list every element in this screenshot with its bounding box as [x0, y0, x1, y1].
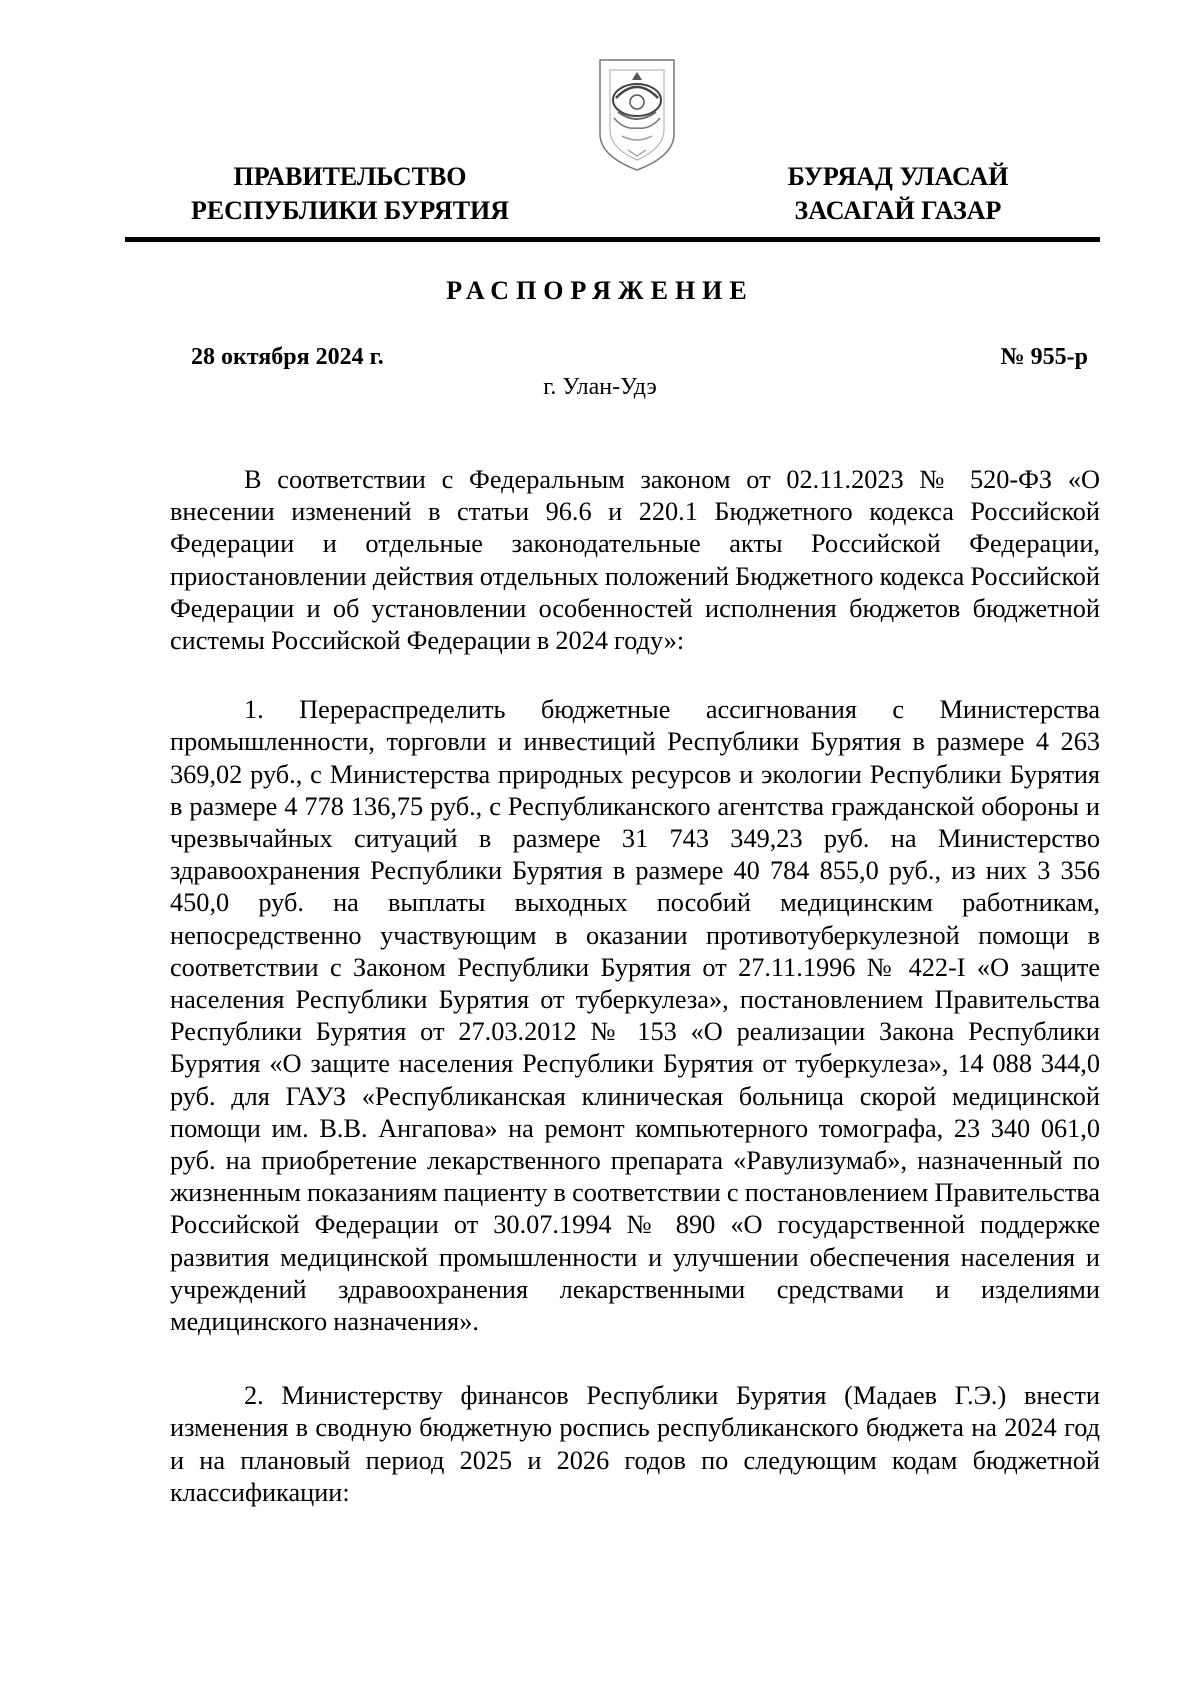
header-right-line1: БУРЯАД УЛАСАЙ — [787, 162, 1009, 191]
document-body — [170, 464, 1100, 1543]
document-title: РАСПОРЯЖЕНИЕ — [446, 276, 754, 305]
item-2-paragraph: 2. Министерству финансов Республики Бурятия (Мадаев Г.Э.) внести изменения в сводную бюджетную роспись республиканского бюджета на 2024 год и на плановый период 2025 и 2026 годов по следующим кодам бюджетной классификации: — [170, 1381, 1100, 1507]
header-left-line1: ПРАВИТЕЛЬСТВО — [233, 162, 467, 191]
header-right-line2: ЗАСАГАЙ ГАЗАР — [794, 196, 1002, 225]
document-number: № 955-р — [1000, 344, 1088, 370]
coat-of-arms-icon — [594, 56, 680, 174]
header-divider — [125, 237, 1100, 242]
document-date: 28 октября 2024 г. — [191, 344, 384, 370]
header-right — [758, 160, 1038, 228]
preamble-paragraph: В соответствии с Федеральным законом от 02.11.2023 № 520-ФЗ «О внесении изменений в статьи 96.6 и 220.1 Бюджетного кодекса Российской Федерации и отдельные законодательные акты Российской Федерации, приостановлении действия отдельных положений Бюджетного кодекса Российской Федерации и об установлении особенностей исполнения бюджетов бюджетной системы Российской Федерации в 2024 году»: — [170, 465, 1100, 656]
header-left — [170, 160, 530, 228]
item-1-paragraph: 1. Перераспределить бюджетные ассигнования с Министерства промышленности, торговли и инвестиций Республики Бурятия в размере 4 263 369,02 руб., с Министерства природных ресурсов и экологии Республики Бурятия в размере 4 778 136,75 руб., с Республиканского агентства гражданской обороны и чрезвычайных ситуаций в размере 31 743 349,23 руб. на Министерство здравоохранения Республики Бурятия в размере 40 784 855,0 руб., из них 3 356 450,0 руб. на выплаты выходных пособий медицинским работникам, непосредственно участвующим в оказании противотуберкулезной помощи в соответствии с Законом Республики Бурятия от 27.11.1996 № 422-I «О защите населения Республики Бурятия от туберкулеза», постановлением Правительства Республики Бурятия от 27.03.2012 № 153 «О реализации Закона Республики Бурятия «О защите населения Республики Бурятия от туберкулеза», 14 088 344,0 руб. для ГАУЗ «Республиканская клиническая больница скорой медицинской помощи им. В.В. Ангапова» на ремонт компьютерного томографа, 23 340 061,0 руб. на приобретение лекарственного препарата «Равулизумаб», назначенный по жизненным показаниям пациенту в соответствии с постановлением Правительства Российской Федерации от 30.07.1994 № 890 «О государственной поддержке развития медицинской промышленности и улучшении обеспечения населения и учреждений здравоохранения лекарственными средствами и изделиями медицинского назначения». — [170, 695, 1100, 1337]
header-left-line2: РЕСПУБЛИКИ БУРЯТИЯ — [190, 196, 510, 225]
document-city: г. Улан-Удэ — [543, 374, 657, 400]
